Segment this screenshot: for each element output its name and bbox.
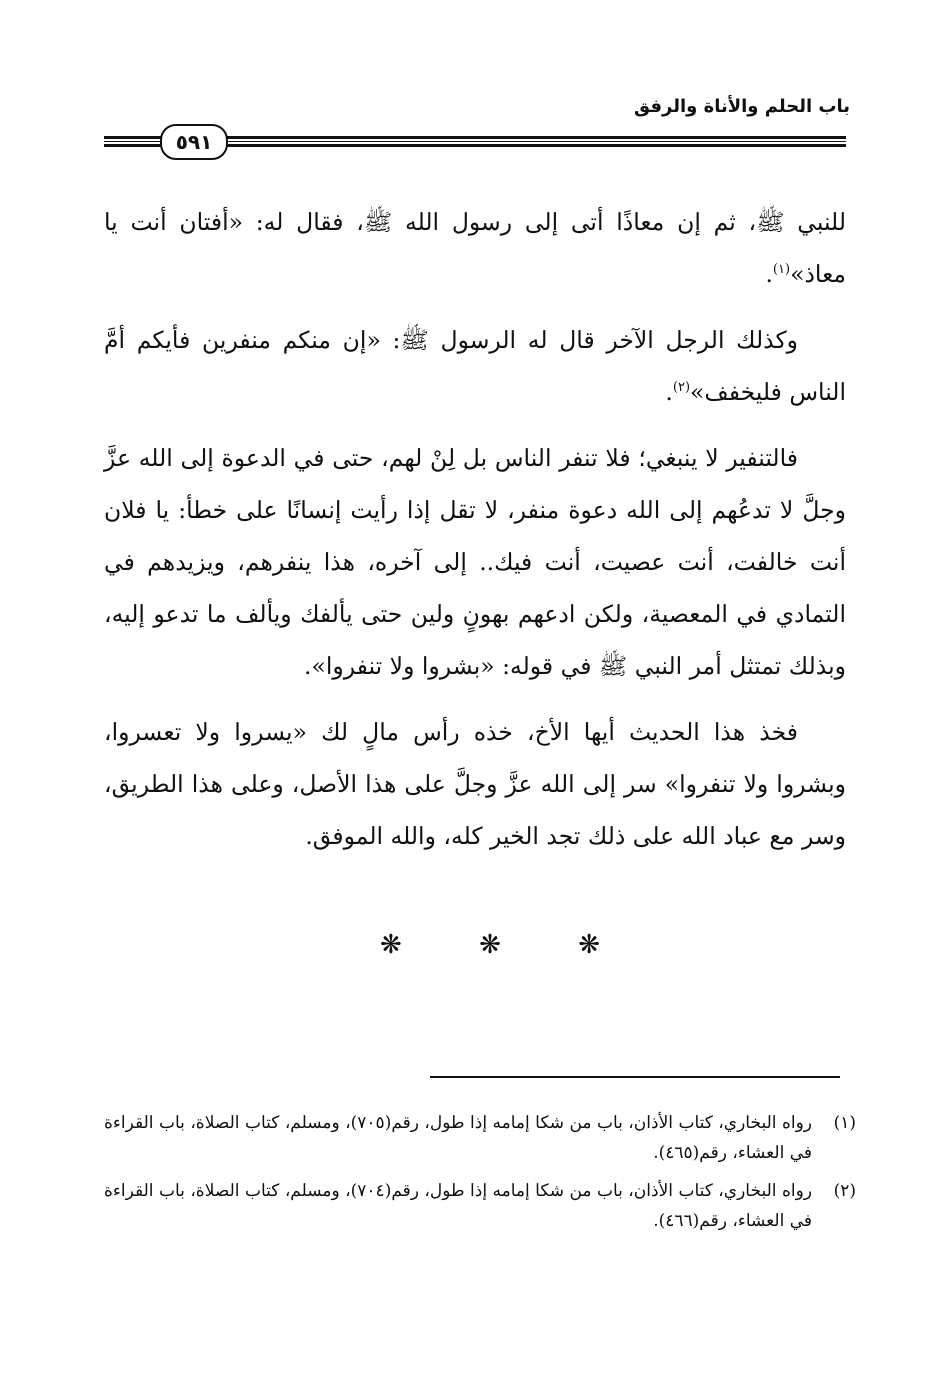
- paragraph-3: [104, 432, 846, 692]
- paragraph-2: [104, 314, 846, 418]
- chapter-title: باب الحلم والأناة والرفق: [634, 96, 850, 117]
- footnote-number: (١): [833, 1113, 856, 1133]
- footnotes: [104, 1108, 856, 1244]
- footnote-ref-1[interactable]: (١): [772, 262, 791, 278]
- paragraph-2-end: .: [665, 378, 673, 406]
- star-icon: ❋: [578, 930, 600, 960]
- paragraph-1: [104, 196, 846, 300]
- paragraph-3-text: فالتنفير لا ينبغي؛ فلا تنفر الناس بل لِنْ لهم، حتى في الدعوة إلى الله عزَّ وجلَّ لا تدعُهم إلى الله دعوة منفر، لا تقل إذا رأيت إنسانًا على خطأ: يا فلان أنت خالفت، أنت عصيت، أنت فيك.. إلى آخره، هذا ينفرهم، ويزيدهم في التمادي في المعصية، ولكن ادعهم بهونٍ ولين حتى يألفك ويألف ما تدعو إليه، وبذلك تمتثل أمر النبي ﷺ في قوله: «بشروا ولا تنفروا».: [104, 444, 846, 680]
- section-separator: [380, 930, 600, 960]
- paragraph-4: [104, 706, 846, 862]
- paragraph-2-text: وكذلك الرجل الآخر قال له الرسول ﷺ: «إن منكم منفرين فأيكم أمَّ الناس فليخفف»: [104, 326, 846, 406]
- footnote-rule: [430, 1076, 840, 1078]
- paragraph-4-text: فخذ هذا الحديث أيها الأخ، خذه رأس مالٍ لك «يسروا ولا تعسروا، وبشروا ولا تنفروا» سر إلى الله عزَّ وجلَّ على هذا الأصل، وعلى هذا الطريق، وسر مع عباد الله على ذلك تجد الخير كله، والله الموفق.: [104, 718, 846, 850]
- footnote-text: رواه البخاري، كتاب الأذان، باب من شكا إمامه إذا طول، رقم(٧٠٥)، ومسلم، كتاب الصلاة، باب القراءة في العشاء، رقم(٤٦٥).: [104, 1113, 812, 1163]
- star-icon: ❋: [479, 930, 501, 960]
- main-text: [104, 196, 846, 862]
- footnote-2: [104, 1176, 856, 1236]
- footnote-ref-2[interactable]: (٢): [672, 380, 691, 396]
- paragraph-1-end: .: [765, 260, 773, 288]
- star-icon: ❋: [380, 930, 402, 960]
- footnote-1: [104, 1108, 856, 1168]
- paragraph-1-text: للنبي ﷺ، ثم إن معاذًا أتى إلى رسول الله ﷺ، فقال له: «أفتان أنت يا معاذ»: [104, 208, 846, 288]
- footnote-number: (٢): [833, 1181, 856, 1201]
- page-number: ٥٩١: [160, 124, 228, 160]
- footnote-text: رواه البخاري، كتاب الأذان، باب من شكا إمامه إذا طول، رقم(٧٠٤)، ومسلم، كتاب الصلاة، باب القراءة في العشاء، رقم(٤٦٦).: [104, 1181, 812, 1231]
